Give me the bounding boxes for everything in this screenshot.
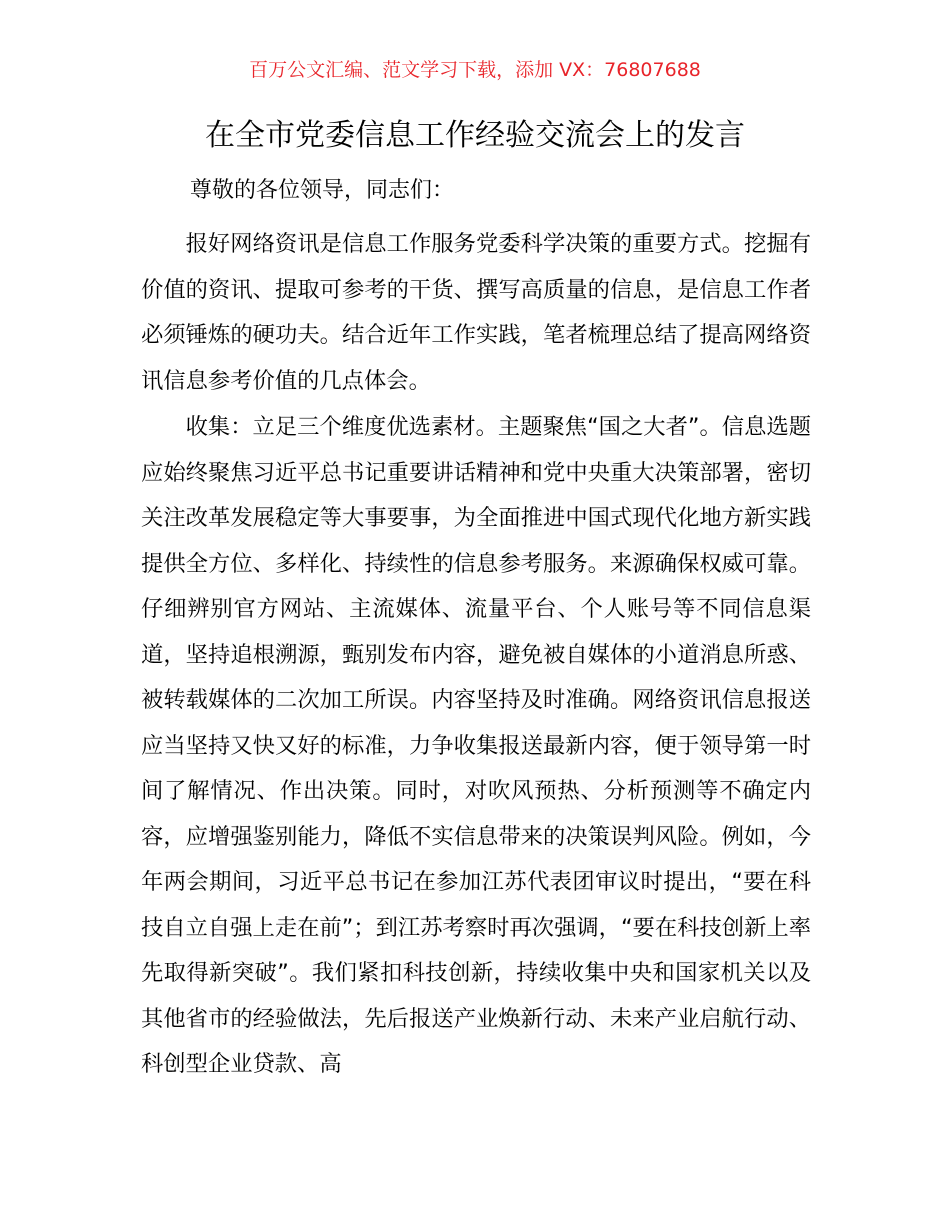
document-title: 在全市党委信息工作经验交流会上的发言 bbox=[205, 118, 745, 153]
paragraph-collection: 收集：立足三个维度优选素材。主题聚焦“国之大者”。信息选题应始终聚焦习近平总书记重要讲话精神和党中央重大决策部署，密切关注改革发展稳定等大事要事，为全面推进中国式现代化地方新实践提供全方位、多样化、持续性的信息参考服务。来源确保权威可靠。仔细辨别官方网站、主流媒体、流量平台、个人账号等不同信息渠道，坚持追根溯源，甄别发布内容，避免被自媒体的小道消息所惑、被转载媒体的二次加工所误。内容坚持及时准确。网络资讯信息报送应当坚持又快又好的标准，力争收集报送最新内容，便于领导第一时间了解情况、作出决策。同时，对吹风预热、分析预测等不确定内容，应增强鉴别能力，降低不实信息带来的决策误判风险。例如，今年两会期间，习近平总书记在参加江苏代表团审议时提出，“要在科技自立自强上走在前”；到江苏考察时再次强调，“要在科技创新上率先取得新突破”。我们紧扣科技创新，持续收集中央和国家机关以及其他省市的经验做法，先后报送产业焕新行动、未来产业启航行动、科创型企业贷款、高 bbox=[141, 414, 811, 1077]
salutation: 尊敬的各位领导，同志们： bbox=[190, 178, 455, 203]
paragraph-intro: 报好网络资讯是信息工作服务党委科学决策的重要方式。挖掘有价值的资讯、提取可参考的干货、撰写高质量的信息，是信息工作者必须锤炼的硬功夫。结合近年工作实践，笔者梳理总结了提高网络资讯信息参考价值的几点体会。 bbox=[141, 231, 811, 394]
header-banner: 百万公文汇编、范文学习下载，添加 VX：76807688 bbox=[249, 59, 701, 81]
